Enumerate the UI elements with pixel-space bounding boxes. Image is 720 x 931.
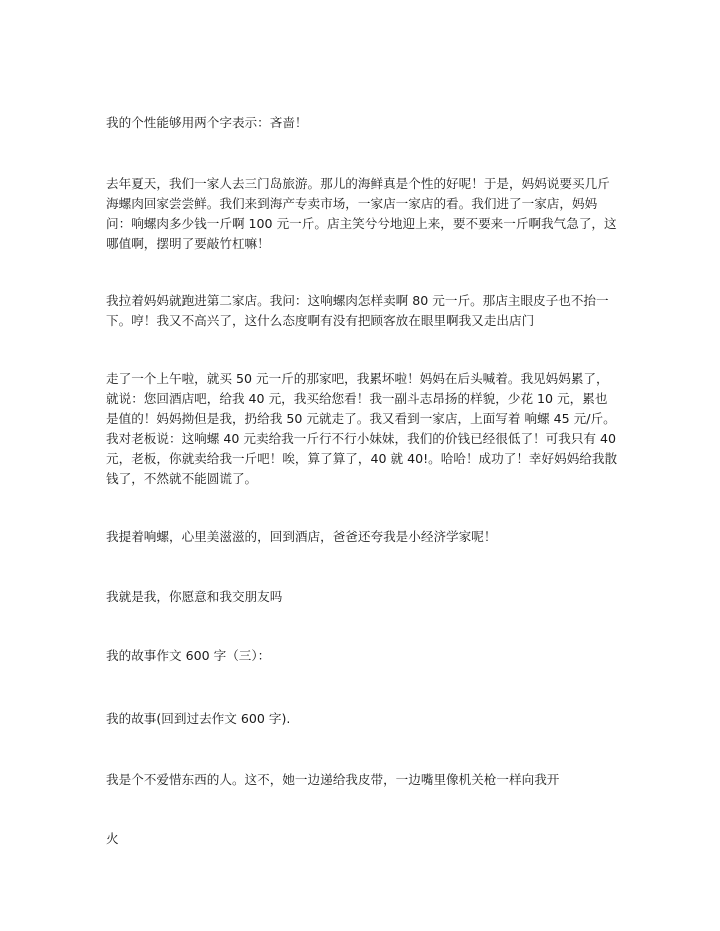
paragraph-second-shop: 我拉着妈妈就跑进第二家店。我问：这响螺肉怎样卖啊 80 元一斤。那店主眼皮子也不抬一下。哼！我又不高兴了，这什么态度啊有没有把顾客放在眼里啊我又走出店门 [106, 293, 609, 328]
paragraph-fire: 火 [106, 831, 119, 846]
paragraph-friends-question: 我就是我，你愿意和我交朋友吗 [106, 589, 283, 604]
paragraph-summer-trip: 去年夏天，我们一家人去三门岛旅游。那儿的海鲜真是个性的好呢！于是，妈妈说要买几斤海螺肉回家尝尝鲜。我们来到海产专卖市场，一家店一家店的看。我们进了一家店，妈妈问：响螺肉多少钱一斤啊 100 元一斤。店主笑兮兮地迎上来，要不要来一斤啊我气急了，这哪值啊，摆明了要敲竹杠嘛！ [106, 176, 617, 251]
paragraph-essay-heading-three: 我的故事作文 600 字（三）： [106, 648, 271, 663]
paragraph-essay-heading-past: 我的故事(回到过去作文 600 字). [106, 711, 291, 726]
paragraph-bargaining: 走了一个上午啦，就买 50 元一斤的那家吧，我累坏啦！妈妈在后头喊着。我见妈妈累了，就说：您回酒店吧，给我 40 元，我买给您看！我一副斗志昂扬的样貌，少花 10 元，累也是值的！妈妈拗但是我，扔给我 50 元就走了。我又看到一家店，上面写着 响螺 45 元/斤。我对老板说：这响螺 40 元卖给我一斤行不行小妹妹，我们的价钱已经很低了！可我只有 40 元，老板，你就卖给我一斤吧！唉，算了算了，40 就 40!。哈哈！成功了！幸好妈妈给我散钱了，不然就不能圆谎了。 [106, 371, 618, 486]
paragraph-belt-story: 我是个不爱惜东西的人。这不，她一边递给我皮带，一边嘴里像机关枪一样向我开 [106, 772, 560, 787]
paragraph-return-hotel: 我提着响螺，心里美滋滋的，回到酒店，爸爸还夸我是小经济学家呢！ [106, 529, 497, 544]
paragraph-intro: 我的个性能够用两个字表示：吝啬！ [106, 115, 308, 130]
